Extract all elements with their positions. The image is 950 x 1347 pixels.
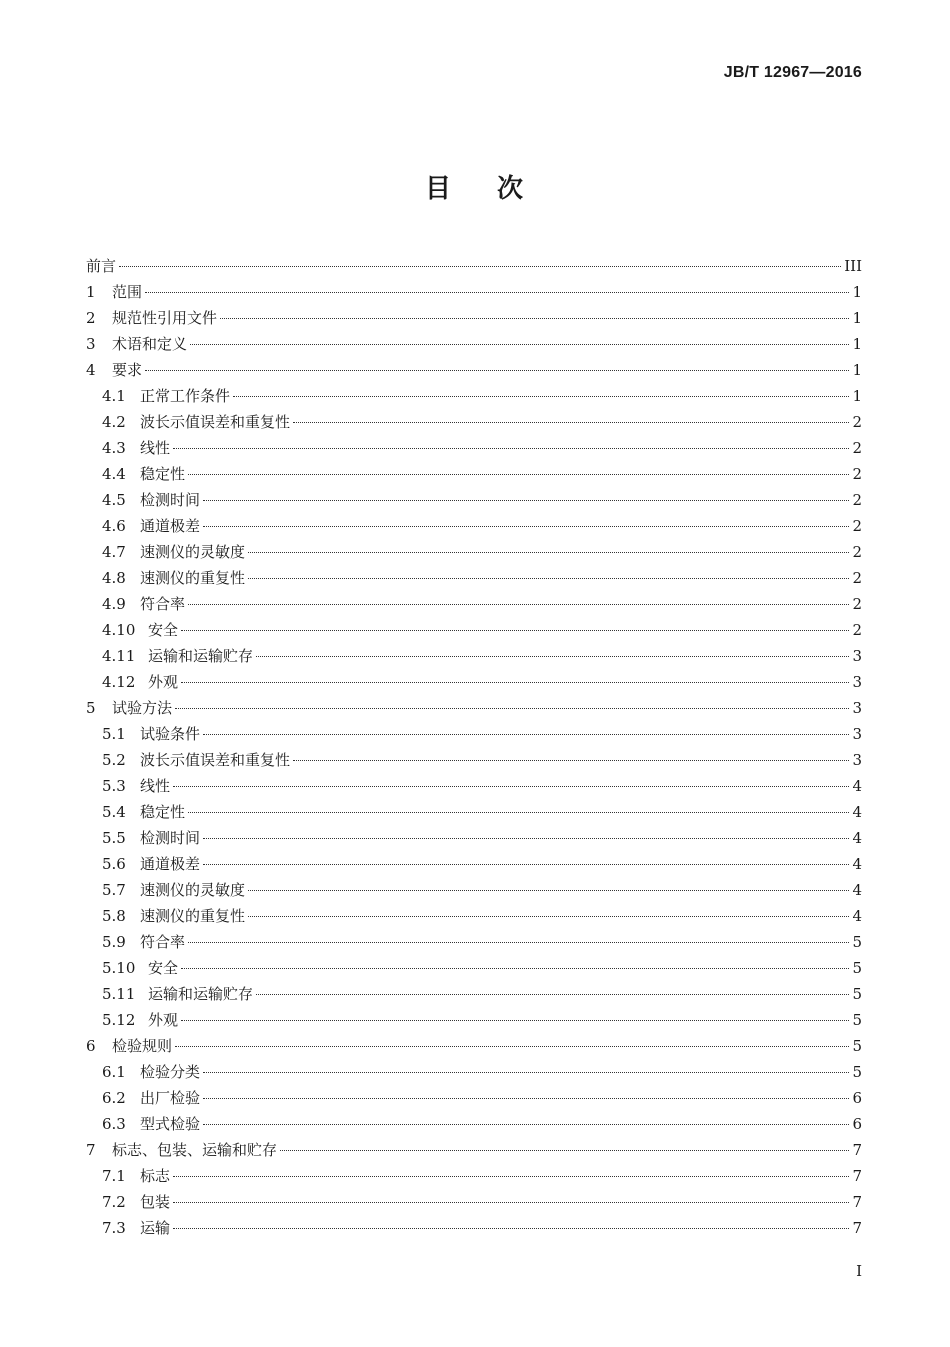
toc-entry-label: 要求 <box>112 361 143 379</box>
toc-dot-leader <box>188 604 849 605</box>
toc-dot-leader <box>181 682 849 683</box>
toc-entry-number: 7.1 <box>102 1167 126 1185</box>
toc-entry[interactable] <box>86 435 862 461</box>
toc-entry-number: 5.10 <box>102 959 136 977</box>
toc-entry-number: 4.11 <box>102 647 136 665</box>
toc-dot-leader <box>175 708 849 709</box>
toc-entry-page: 5 <box>852 1037 862 1055</box>
toc-entry[interactable] <box>86 305 862 331</box>
toc-entry-page: 1 <box>852 335 862 353</box>
toc-dot-leader <box>181 630 849 631</box>
toc-entry-label: 安全 <box>148 621 179 639</box>
toc-entry[interactable] <box>86 1111 862 1137</box>
toc-dot-leader <box>293 760 849 761</box>
toc-entry-label: 波长示值误差和重复性 <box>140 413 291 431</box>
toc-entry-page: 3 <box>852 725 862 743</box>
toc-dot-leader <box>203 1124 849 1125</box>
toc-entry-label: 标志、包装、运输和贮存 <box>112 1141 278 1159</box>
toc-dot-leader <box>173 1176 849 1177</box>
toc-entry-number: 4.2 <box>102 413 126 431</box>
toc-dot-leader <box>256 994 849 995</box>
toc-entry-number: 5 <box>86 699 96 717</box>
toc-entry-label: 检测时间 <box>140 491 201 509</box>
toc-dot-leader <box>233 396 849 397</box>
toc-entry[interactable] <box>86 1137 862 1163</box>
toc-entry[interactable] <box>86 331 862 357</box>
toc-entry-number: 5.9 <box>102 933 126 951</box>
toc-entry[interactable] <box>86 643 862 669</box>
toc-entry-page: 1 <box>852 309 862 327</box>
toc-entry-label: 稳定性 <box>140 465 186 483</box>
toc-entry[interactable] <box>86 877 862 903</box>
toc-entry-label: 运输和运输贮存 <box>148 647 254 665</box>
title-char-1: 目 <box>424 174 453 204</box>
toc-entry-number: 5.5 <box>102 829 126 847</box>
toc-entry-number: 7.2 <box>102 1193 126 1211</box>
toc-entry[interactable] <box>86 539 862 565</box>
toc-dot-leader <box>248 916 849 917</box>
toc-entry-label: 线性 <box>140 777 171 795</box>
toc-entry-number: 2 <box>86 309 96 327</box>
toc-entry-label: 型式检验 <box>140 1115 201 1133</box>
toc-entry-label: 检测时间 <box>140 829 201 847</box>
toc-dot-leader <box>203 838 849 839</box>
toc-entry-page: 4 <box>852 881 862 899</box>
toc-entry-label: 符合率 <box>140 595 186 613</box>
toc-entry-label: 运输 <box>140 1219 171 1237</box>
toc-entry-number: 4.7 <box>102 543 126 561</box>
toc-entry-label: 速测仪的重复性 <box>140 907 246 925</box>
toc-entry[interactable] <box>86 357 862 383</box>
toc-entry-label: 通道极差 <box>140 855 201 873</box>
toc-entry[interactable] <box>86 721 862 747</box>
toc-entry-page: 6 <box>852 1089 862 1107</box>
toc-entry-page: 4 <box>852 777 862 795</box>
toc-entry[interactable] <box>86 929 862 955</box>
toc-dot-leader <box>248 578 849 579</box>
toc-entry[interactable] <box>86 981 862 1007</box>
toc-entry-page: 2 <box>852 595 862 613</box>
toc-entry-page: 2 <box>852 491 862 509</box>
toc-entry[interactable] <box>86 1007 862 1033</box>
toc-entry-number: 7.3 <box>102 1219 126 1237</box>
toc-dot-leader <box>175 1046 849 1047</box>
toc-entry[interactable] <box>86 825 862 851</box>
toc-entry[interactable] <box>86 1163 862 1189</box>
toc-entry-page: 2 <box>852 621 862 639</box>
toc-entry-page: 5 <box>852 933 862 951</box>
toc-entry-page: 2 <box>852 413 862 431</box>
table-of-contents <box>86 253 862 1241</box>
toc-entry[interactable] <box>86 773 862 799</box>
toc-entry-number: 5.6 <box>102 855 126 873</box>
toc-entry-page: 5 <box>852 959 862 977</box>
toc-dot-leader <box>145 370 849 371</box>
toc-entry-number: 1 <box>86 283 96 301</box>
page-title <box>0 168 950 205</box>
toc-entry-page: 2 <box>852 439 862 457</box>
toc-entry-label: 出厂检验 <box>140 1089 201 1107</box>
toc-entry[interactable] <box>86 903 862 929</box>
toc-dot-leader <box>203 500 849 501</box>
toc-entry-label: 速测仪的重复性 <box>140 569 246 587</box>
toc-entry[interactable] <box>86 1059 862 1085</box>
toc-dot-leader <box>188 474 849 475</box>
toc-dot-leader <box>203 864 849 865</box>
toc-entry[interactable] <box>86 253 862 279</box>
toc-entry-number: 5.4 <box>102 803 126 821</box>
toc-entry-number: 6 <box>86 1037 96 1055</box>
toc-dot-leader <box>248 890 849 891</box>
toc-entry-label: 范围 <box>112 283 143 301</box>
toc-entry-page: 7 <box>852 1219 862 1237</box>
toc-entry[interactable] <box>86 747 862 773</box>
toc-entry-page: 4 <box>852 907 862 925</box>
toc-entry-label: 规范性引用文件 <box>112 309 218 327</box>
toc-entry-page: III <box>844 257 862 275</box>
toc-entry[interactable] <box>86 1189 862 1215</box>
toc-entry-page: 5 <box>852 985 862 1003</box>
toc-entry-label: 线性 <box>140 439 171 457</box>
toc-entry[interactable] <box>86 383 862 409</box>
toc-entry-label: 安全 <box>148 959 179 977</box>
toc-entry[interactable] <box>86 591 862 617</box>
toc-dot-leader <box>203 734 849 735</box>
toc-entry[interactable] <box>86 513 862 539</box>
toc-entry-number: 4.12 <box>102 673 136 691</box>
toc-entry-page: 1 <box>852 361 862 379</box>
toc-entry-number: 4.4 <box>102 465 126 483</box>
toc-dot-leader <box>173 1202 849 1203</box>
toc-entry-label: 外观 <box>148 673 179 691</box>
toc-entry-label: 运输和运输贮存 <box>148 985 254 1003</box>
toc-entry-page: 6 <box>852 1115 862 1133</box>
toc-entry[interactable] <box>86 1215 862 1241</box>
toc-entry-label: 通道极差 <box>140 517 201 535</box>
toc-entry-page: 2 <box>852 517 862 535</box>
toc-entry-page: 7 <box>852 1141 862 1159</box>
toc-entry-label: 前言 <box>86 257 117 275</box>
toc-entry[interactable] <box>86 1033 862 1059</box>
title-char-2: 次 <box>497 174 526 204</box>
toc-dot-leader <box>145 292 849 293</box>
toc-dot-leader <box>203 1072 849 1073</box>
toc-dot-leader <box>119 266 841 267</box>
toc-entry-number: 4 <box>86 361 96 379</box>
toc-entry-page: 2 <box>852 465 862 483</box>
toc-entry-number: 4.8 <box>102 569 126 587</box>
toc-dot-leader <box>181 968 849 969</box>
toc-entry-page: 5 <box>852 1011 862 1029</box>
toc-entry-label: 速测仪的灵敏度 <box>140 543 246 561</box>
toc-entry-label: 检验分类 <box>140 1063 201 1081</box>
toc-entry[interactable] <box>86 955 862 981</box>
toc-entry-page: 7 <box>852 1167 862 1185</box>
toc-entry-number: 6.1 <box>102 1063 126 1081</box>
toc-entry[interactable] <box>86 409 862 435</box>
toc-entry[interactable] <box>86 1085 862 1111</box>
toc-dot-leader <box>293 422 849 423</box>
toc-entry-label: 试验条件 <box>140 725 201 743</box>
toc-entry-number: 5.12 <box>102 1011 136 1029</box>
toc-entry-page: 5 <box>852 1063 862 1081</box>
toc-entry[interactable] <box>86 279 862 305</box>
toc-entry-page: 7 <box>852 1193 862 1211</box>
toc-dot-leader <box>181 1020 849 1021</box>
toc-entry-label: 正常工作条件 <box>140 387 231 405</box>
toc-entry-label: 试验方法 <box>112 699 173 717</box>
standard-number: JB/T 12967—2016 <box>723 64 862 81</box>
toc-dot-leader <box>173 448 849 449</box>
toc-entry-number: 3 <box>86 335 96 353</box>
toc-entry-label: 符合率 <box>140 933 186 951</box>
toc-dot-leader <box>173 1228 849 1229</box>
toc-entry-number: 6.3 <box>102 1115 126 1133</box>
toc-entry-label: 标志 <box>140 1167 171 1185</box>
toc-entry-number: 5.3 <box>102 777 126 795</box>
toc-dot-leader <box>220 318 849 319</box>
toc-entry-page: 1 <box>852 387 862 405</box>
toc-entry-number: 5.1 <box>102 725 126 743</box>
page-number: I <box>856 1262 862 1280</box>
toc-entry-number: 6.2 <box>102 1089 126 1107</box>
toc-entry-page: 3 <box>852 699 862 717</box>
toc-dot-leader <box>256 656 849 657</box>
toc-entry-page: 2 <box>852 543 862 561</box>
toc-entry[interactable] <box>86 565 862 591</box>
toc-entry[interactable] <box>86 695 862 721</box>
toc-entry-label: 外观 <box>148 1011 179 1029</box>
toc-entry-number: 4.5 <box>102 491 126 509</box>
toc-entry-page: 2 <box>852 569 862 587</box>
toc-dot-leader <box>188 812 849 813</box>
toc-entry-page: 3 <box>852 673 862 691</box>
toc-entry-label: 包装 <box>140 1193 171 1211</box>
toc-dot-leader <box>203 1098 849 1099</box>
toc-entry[interactable] <box>86 669 862 695</box>
toc-dot-leader <box>190 344 849 345</box>
toc-entry-label: 稳定性 <box>140 803 186 821</box>
toc-entry-number: 4.10 <box>102 621 136 639</box>
toc-entry-number: 5.11 <box>102 985 136 1003</box>
toc-entry-number: 7 <box>86 1141 96 1159</box>
toc-entry-page: 1 <box>852 283 862 301</box>
toc-entry-page: 3 <box>852 751 862 769</box>
toc-entry-number: 5.8 <box>102 907 126 925</box>
toc-entry-label: 波长示值误差和重复性 <box>140 751 291 769</box>
toc-entry[interactable] <box>86 461 862 487</box>
toc-entry-number: 5.2 <box>102 751 126 769</box>
toc-entry-label: 术语和定义 <box>112 335 188 353</box>
toc-entry-number: 4.9 <box>102 595 126 613</box>
toc-dot-leader <box>248 552 849 553</box>
toc-entry-number: 4.6 <box>102 517 126 535</box>
toc-entry-number: 4.3 <box>102 439 126 457</box>
toc-dot-leader <box>188 942 849 943</box>
toc-entry[interactable] <box>86 799 862 825</box>
toc-entry-page: 4 <box>852 855 862 873</box>
toc-entry-page: 4 <box>852 829 862 847</box>
toc-entry[interactable] <box>86 851 862 877</box>
toc-entry-label: 速测仪的灵敏度 <box>140 881 246 899</box>
toc-entry[interactable] <box>86 617 862 643</box>
toc-dot-leader <box>280 1150 849 1151</box>
toc-dot-leader <box>203 526 849 527</box>
toc-entry-number: 5.7 <box>102 881 126 899</box>
toc-entry-label: 检验规则 <box>112 1037 173 1055</box>
toc-dot-leader <box>173 786 849 787</box>
toc-entry[interactable] <box>86 487 862 513</box>
toc-entry-page: 3 <box>852 647 862 665</box>
toc-entry-number: 4.1 <box>102 387 126 405</box>
toc-entry-page: 4 <box>852 803 862 821</box>
